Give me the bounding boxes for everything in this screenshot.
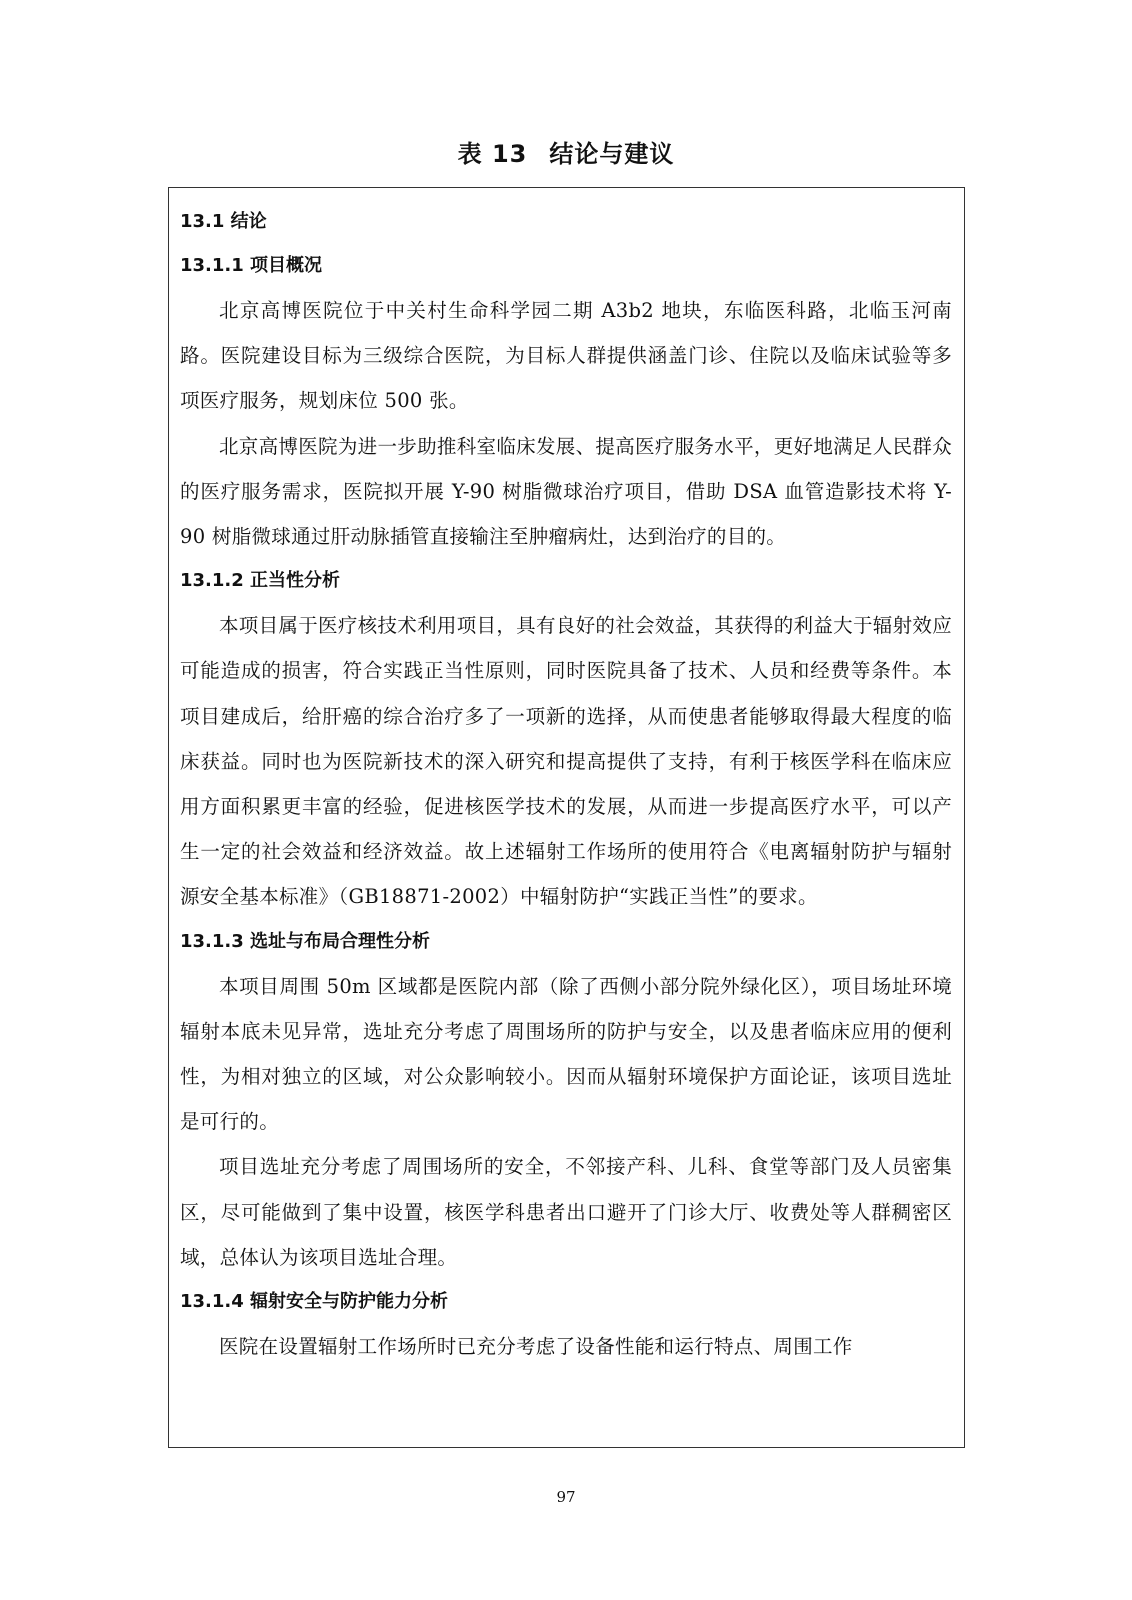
paragraph: 本项目属于医疗核技术利用项目，具有良好的社会效益，其获得的利益大于辐射效应可能造成的损害，符合实践正当性原则，同时医院具备了技术、人员和经费等条件。本项目建成后，给肝癌的综合治疗多了一项新的选择，从而使患者能够取得最大程度的临床获益。同时也为医院新技术的深入研究和提高提供了支持，有利于核医学科在临床应用方面积累更丰富的经验，促进核医学技术的发展，从而进一步提高医疗水平，可以产生一定的社会效益和经济效益。故上述辐射工作场所的使用符合《电离辐射防护与辐射源安全基本标准》（GB18871-2002）中辐射防护“实践正当性”的要求。 [180, 614, 952, 909]
paragraph: 医院在设置辐射工作场所时已充分考虑了设备性能和运行特点、周围工作 [219, 1335, 853, 1359]
content-box [168, 187, 965, 1448]
paragraph: 北京高博医院为进一步助推科室临床发展、提高医疗服务水平，更好地满足人民群众的医疗服务需求，医院拟开展 Y-90 树脂微球治疗项目，借助 DSA 血管造影技术将 Y-90 树脂微球通过肝动脉插管直接输注至肿瘤病灶，达到治疗的目的。 [180, 434, 952, 549]
section-heading-13-1-3: 13.1.3 选址与布局合理性分析 [180, 930, 431, 952]
table-number: 表 13 [457, 140, 528, 168]
page-number: 97 [556, 1488, 576, 1506]
page-title [0, 134, 1132, 169]
paragraph: 项目选址充分考虑了周围场所的安全，不邻接产科、儿科、食堂等部门及人员密集区，尽可能做到了集中设置，核医学科患者出口避开了门诊大厅、收费处等人群稠密区域，总体认为该项目选址合理。 [180, 1155, 952, 1269]
section-heading-13-1-4: 13.1.4 辐射安全与防护能力分析 [180, 1291, 449, 1313]
paragraph: 本项目周围 50m 区域都是医院内部（除了西侧小部分院外绿化区），项目场址环境辐射本底未见异常，选址充分考虑了周围场所的防护与安全，以及患者临床应用的便利性，为相对独立的区域，对公众影响较小。因而从辐射环境保护方面论证，该项目选址是可行的。 [180, 974, 952, 1134]
section-heading-13-1-1: 13.1.1 项目概况 [180, 255, 323, 276]
paragraph: 北京高博医院位于中关村生命科学园二期 A3b2 地块，东临医科路，北临玉河南路。医院建设目标为三级综合医院，为目标人群提供涵盖门诊、住院以及临床试验等多项医疗服务，规划床位 500 张。 [180, 299, 952, 413]
table-title-text: 结论与建议 [549, 140, 675, 168]
section-heading-13-1-2: 13.1.2 正当性分析 [180, 570, 341, 592]
section-heading-13-1: 13.1 结论 [180, 211, 267, 232]
